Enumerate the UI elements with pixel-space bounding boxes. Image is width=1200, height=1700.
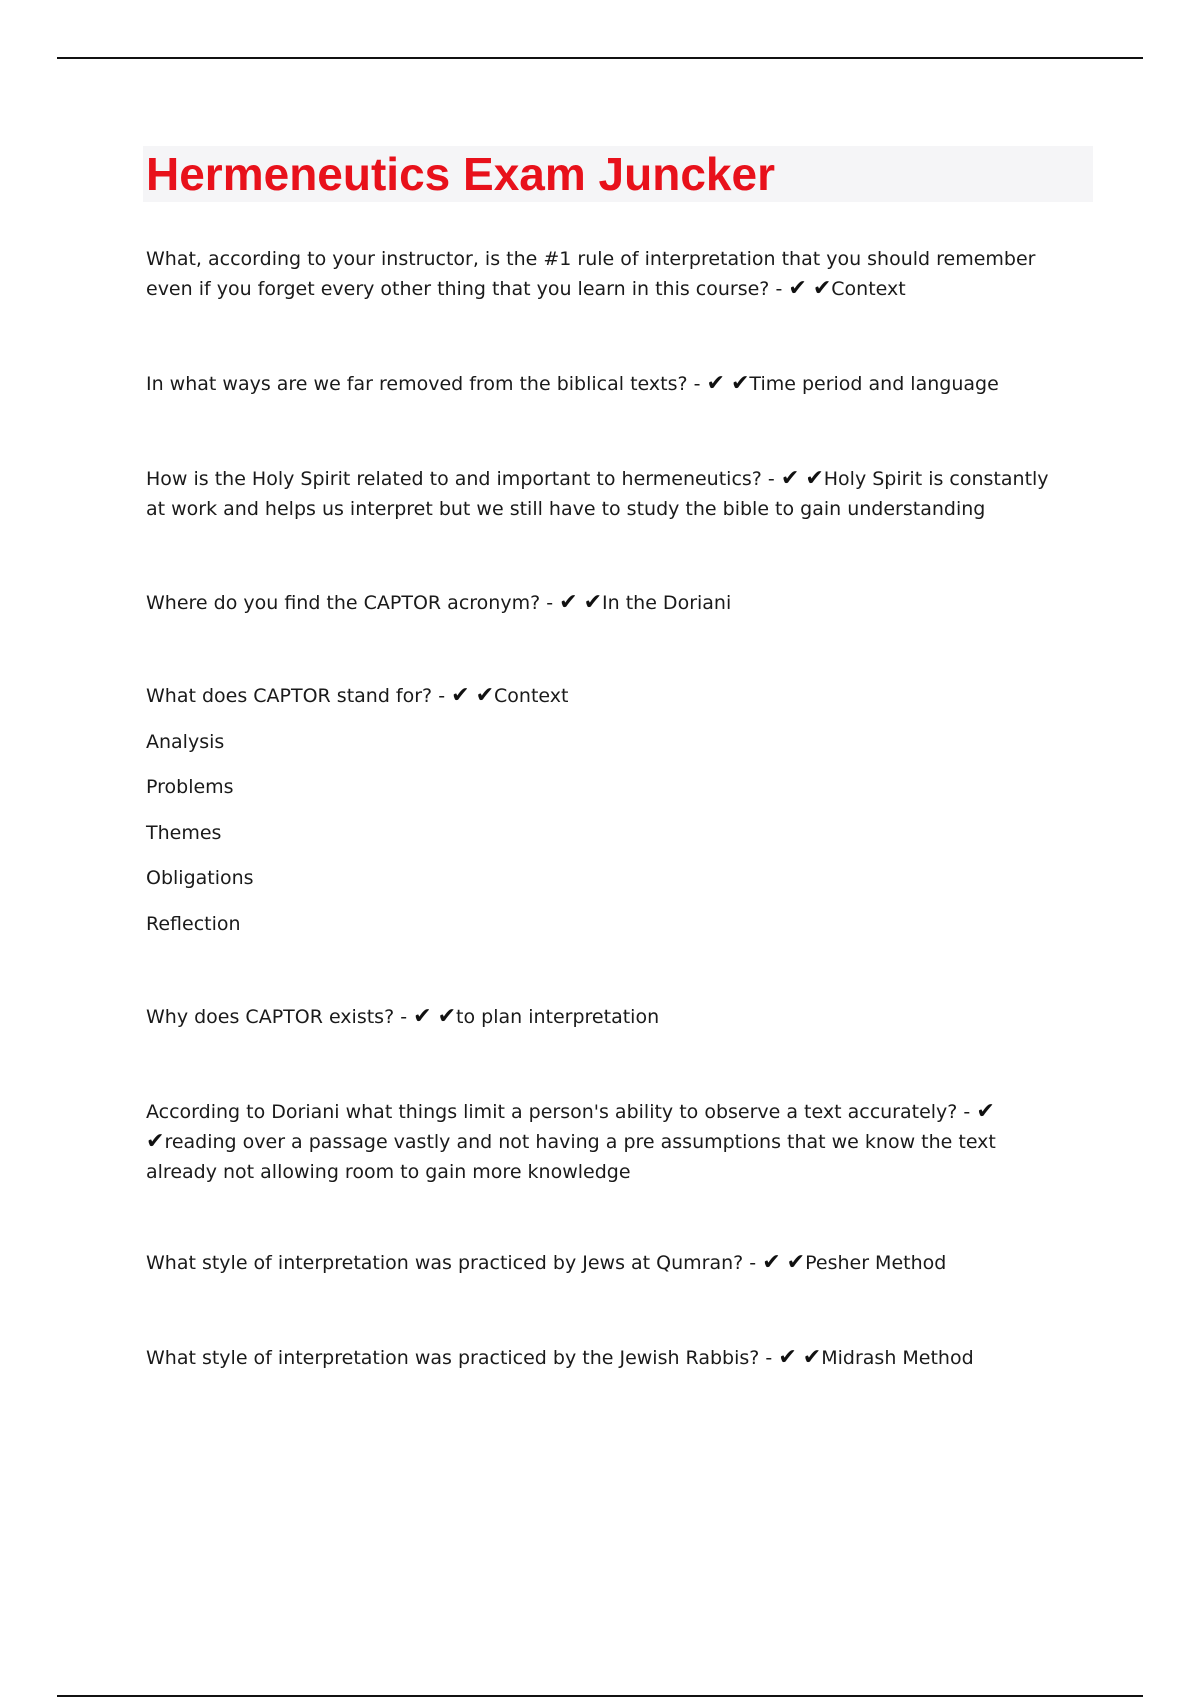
answer-continuation-line: Analysis: [146, 731, 225, 753]
answer-text: Context: [494, 685, 569, 707]
qa-item-3: How is the Holy Spirit related to and important to hermeneutics? - ✔ ✔Holy Spirit is constantly at work and helps us interpret but we still have to study the bible to gain understanding: [146, 466, 1049, 520]
question-text: What, according to your instructor, is the #1 rule of interpretation that you should remember even if you forget every other thing that you learn in this course?: [146, 248, 1036, 300]
question-text: What style of interpretation was practiced by the Jewish Rabbis?: [146, 1347, 760, 1369]
qa-item-2: In what ways are we far removed from the biblical texts? - ✔ ✔Time period and language: [146, 371, 999, 396]
check-icon: ✔: [780, 466, 800, 491]
qa-item-8: What style of interpretation was practiced by Jews at Qumran? - ✔ ✔Pesher Method: [146, 1250, 947, 1275]
qa-item-4: Where do you find the CAPTOR acronym? - ✔ ✔In the Doriani: [146, 590, 732, 615]
answer-text: Time period and language: [749, 373, 999, 395]
question-text: What style of interpretation was practiced by Jews at Qumran?: [146, 1252, 744, 1274]
answer-continuation-line: Themes: [146, 822, 222, 844]
document-title: Hermeneutics Exam Juncker: [146, 148, 775, 200]
answer-text: Pesher Method: [805, 1252, 947, 1274]
answer-text: to plan interpretation: [456, 1006, 660, 1028]
check-icon: ✔: [778, 1345, 797, 1370]
question-text: Why does CAPTOR exists?: [146, 1006, 395, 1028]
check-icon: ✔: [146, 1129, 165, 1154]
check-icon: ✔: [559, 590, 578, 615]
check-icon: ✔: [583, 590, 603, 615]
check-icon: ✔: [413, 1004, 432, 1029]
answer-continuation-line: Obligations: [146, 867, 254, 889]
question-text: Where do you find the CAPTOR acronym?: [146, 592, 541, 614]
check-icon: ✔: [451, 683, 470, 708]
check-icon: ✔: [437, 1004, 457, 1029]
question-text: How is the Holy Spirit related to and important to hermeneutics?: [146, 468, 762, 490]
answer-text: Midrash Method: [821, 1347, 974, 1369]
check-icon: ✔: [788, 276, 807, 301]
footer-rule: [57, 1695, 1143, 1697]
question-text: What does CAPTOR stand for?: [146, 685, 433, 707]
check-icon: ✔: [762, 1250, 781, 1275]
answer-text: Holy Spirit is constantly at work and helps us interpret but we still have to study the bible to gain understanding: [146, 468, 1049, 520]
check-icon: ✔: [730, 371, 750, 396]
answer-text: Context: [831, 278, 906, 300]
qa-item-7: According to Doriani what things limit a person's ability to observe a text accurately? - ✔ ✔reading over a passage vastly and not having a pre assumptions that we know the text already not allowing room to gain more knowledge: [146, 1099, 996, 1183]
answer-text: reading over a passage vastly and not having a pre assumptions that we know the text already not allowing room to gain more knowledge: [146, 1131, 996, 1183]
answer-continuation-line: Reflection: [146, 913, 241, 935]
qa-item-5: What does CAPTOR stand for? - ✔ ✔Context: [146, 683, 569, 708]
qa-item-9: What style of interpretation was practiced by the Jewish Rabbis? - ✔ ✔Midrash Method: [146, 1345, 974, 1370]
check-icon: ✔: [475, 683, 495, 708]
qa-item-1: What, according to your instructor, is the #1 rule of interpretation that you should remember even if you forget every other thing that you learn in this course? - ✔ ✔Context: [146, 248, 1036, 301]
qa-item-6: Why does CAPTOR exists? - ✔ ✔to plan interpretation: [146, 1004, 660, 1029]
check-icon: ✔: [802, 1345, 822, 1370]
question-text: According to Doriani what things limit a person's ability to observe a text accurately?: [146, 1101, 958, 1123]
check-icon: ✔: [805, 466, 824, 491]
check-icon: ✔: [786, 1250, 806, 1275]
question-text: In what ways are we far removed from the biblical texts?: [146, 373, 688, 395]
header-rule: [57, 57, 1143, 59]
answer-text: In the Doriani: [602, 592, 732, 614]
answer-continuation-line: Problems: [146, 776, 234, 798]
check-icon: ✔: [812, 276, 832, 301]
check-icon: ✔: [976, 1099, 995, 1124]
check-icon: ✔: [706, 371, 725, 396]
